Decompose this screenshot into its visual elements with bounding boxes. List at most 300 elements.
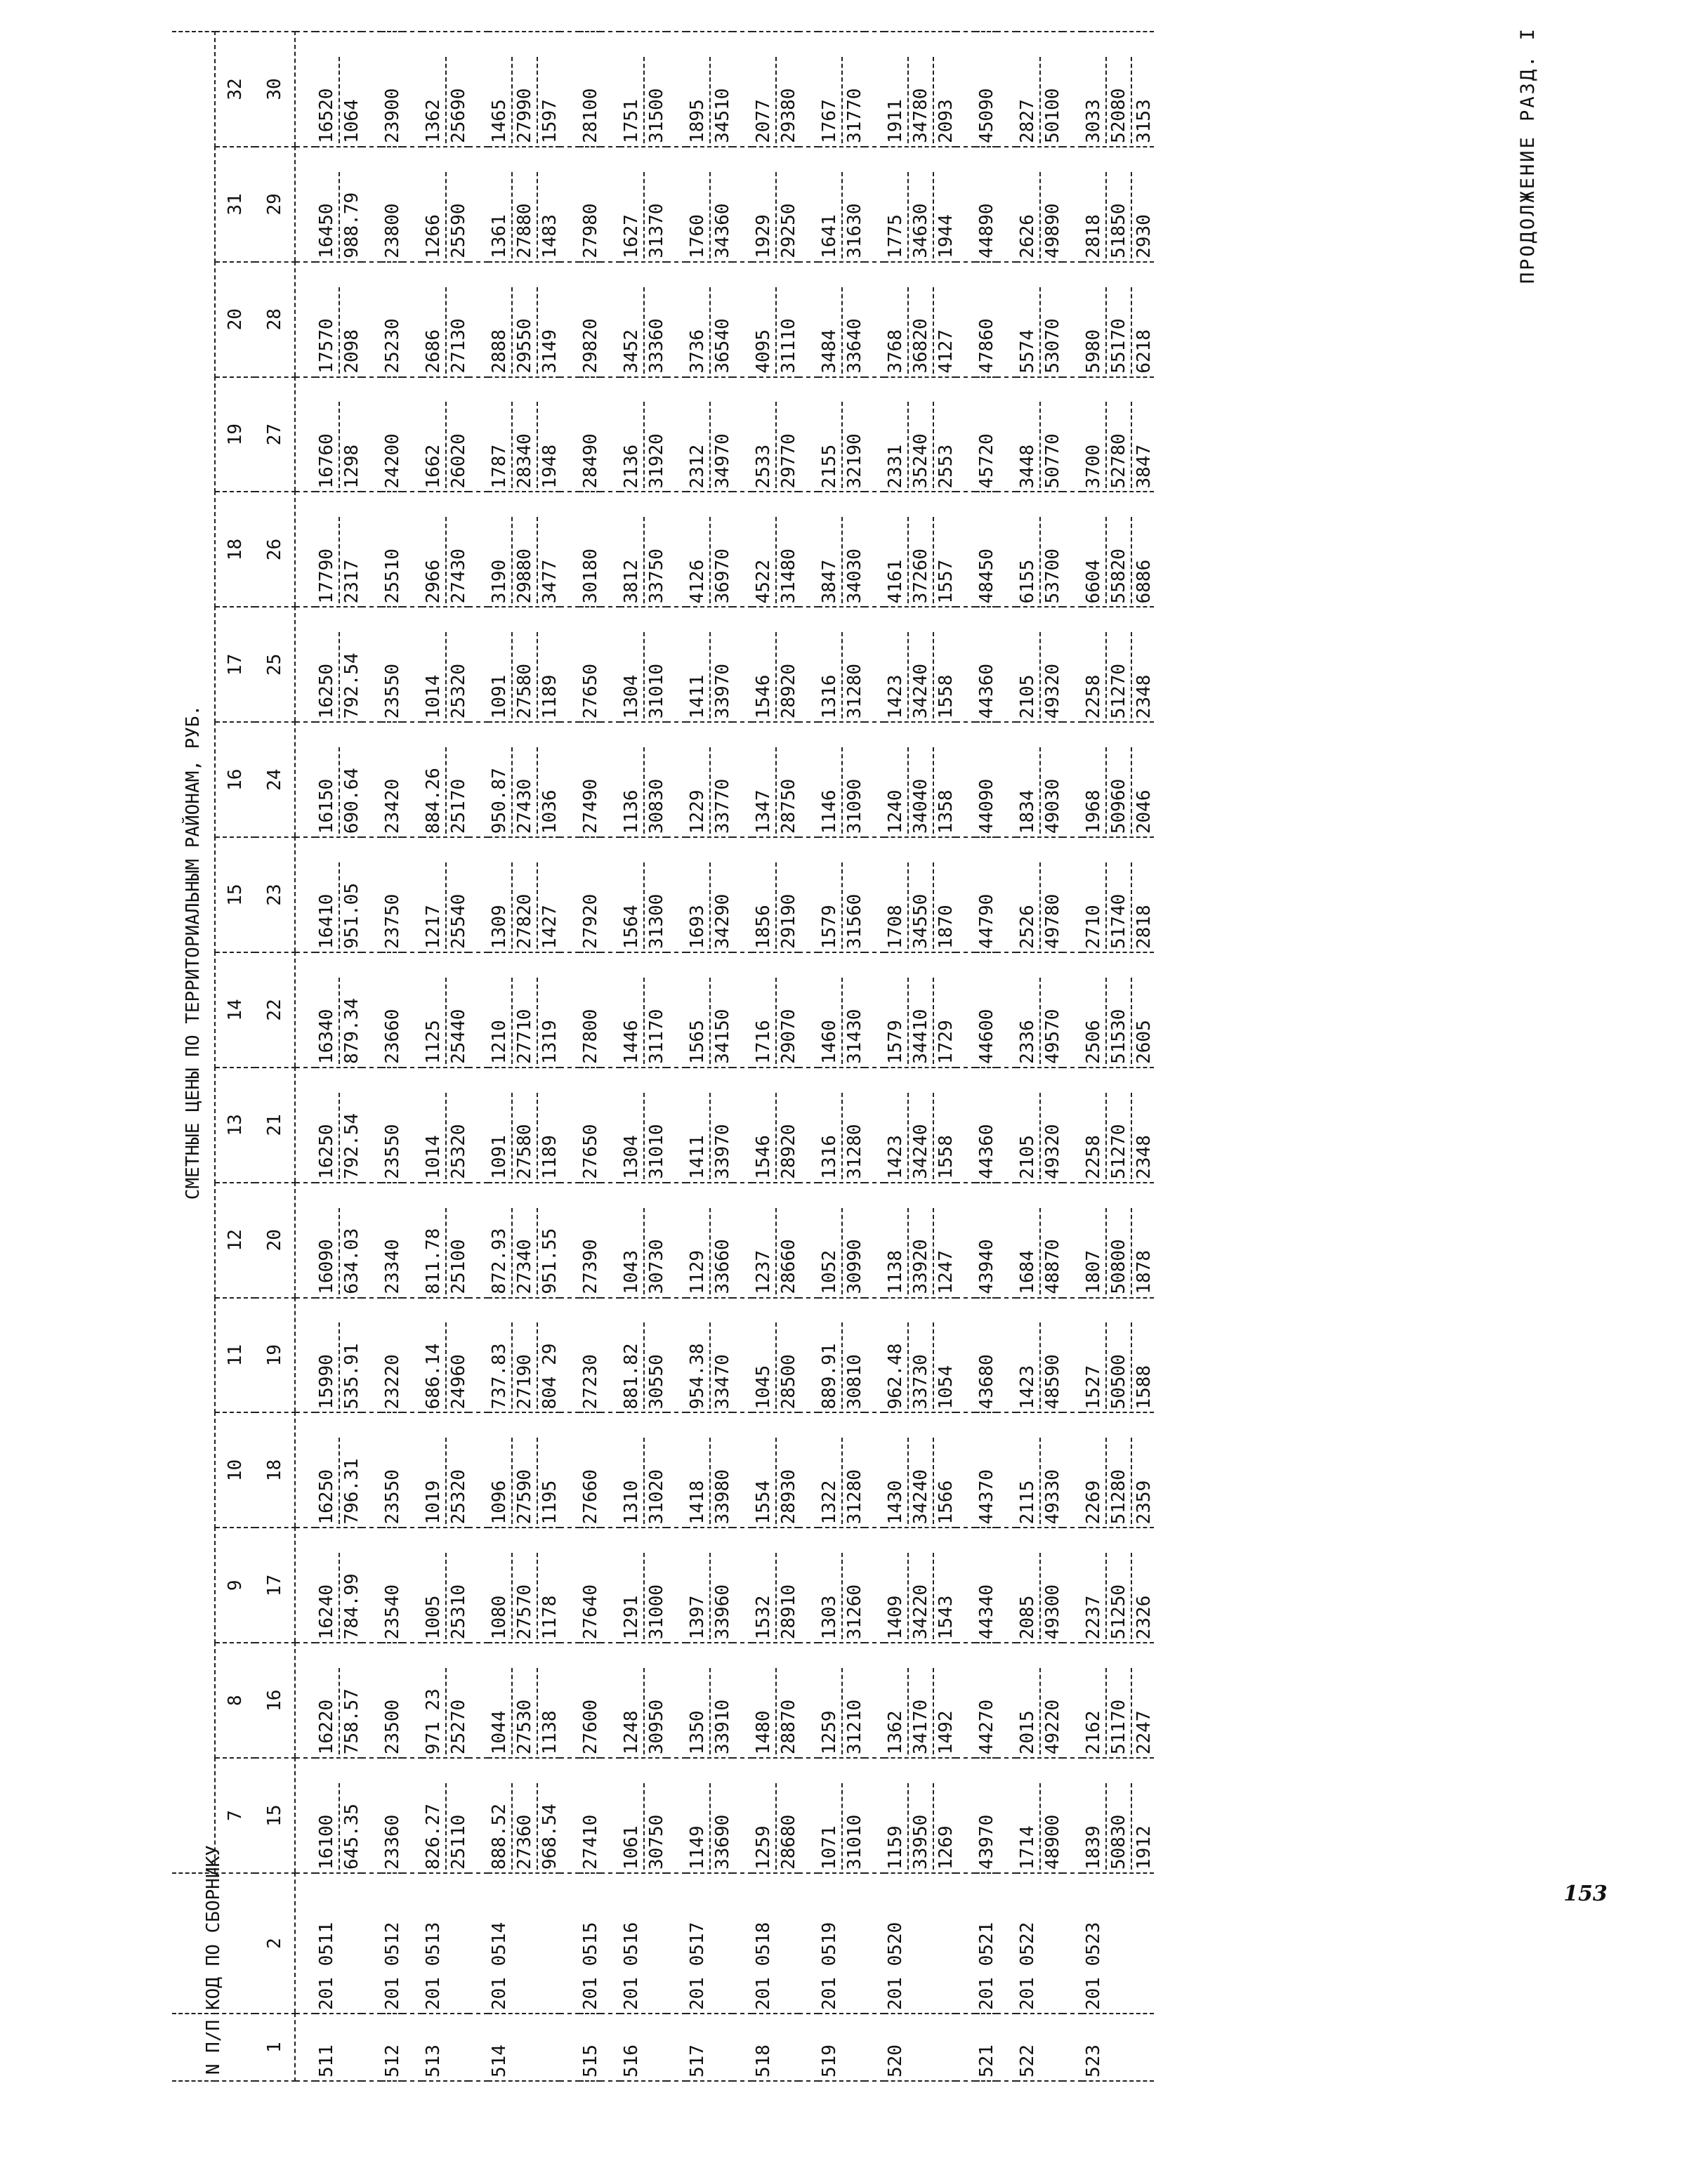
spacer-cell <box>468 1183 488 1298</box>
price-value: 1044 <box>489 1710 510 1755</box>
price-value: 1310 <box>621 1480 642 1525</box>
dashed-separator <box>841 632 843 718</box>
price-value: 3847 <box>819 559 840 604</box>
price-value: 1195 <box>539 1480 560 1525</box>
price-value: 1532 <box>753 1595 774 1640</box>
price-cell <box>1082 607 1154 722</box>
price-value: 1579 <box>819 905 840 949</box>
price-value: 1546 <box>753 1135 774 1179</box>
price-value: 25590 <box>448 203 469 258</box>
district-number-cell: 13 <box>215 1068 255 1183</box>
price-value: 1714 <box>1017 1825 1038 1870</box>
price-cell <box>422 32 468 147</box>
price-value: 3477 <box>539 559 560 604</box>
row-number: 518 <box>752 2014 799 2081</box>
dashed-separator <box>643 1783 645 1870</box>
price-cell <box>818 1298 865 1413</box>
dashed-separator <box>511 978 513 1064</box>
spacer-cell <box>733 32 752 147</box>
price-cell <box>579 952 600 1068</box>
price-cell <box>884 1068 956 1183</box>
price-value: 1912 <box>1134 1825 1155 1870</box>
price-value: 1465 <box>489 99 510 143</box>
price-value: 2827 <box>1017 99 1038 143</box>
price-value: 31300 <box>646 893 667 949</box>
price-value: 27410 <box>580 1814 601 1870</box>
price-cell <box>620 1758 666 1873</box>
price-value: 1895 <box>687 99 708 143</box>
price-value: 1322 <box>819 1480 840 1525</box>
price-value: 27820 <box>514 893 535 949</box>
price-cell <box>1016 722 1063 837</box>
price-cell <box>381 492 402 608</box>
spacer-cell <box>799 607 818 722</box>
spacer-cell <box>362 262 381 377</box>
price-cell <box>620 147 666 262</box>
dashed-separator <box>1131 1553 1132 1639</box>
price-value: 44790 <box>976 893 997 949</box>
spacer-cell <box>468 1758 488 1873</box>
price-value: 25110 <box>448 1814 469 1870</box>
column-number-cell: 23 <box>255 837 295 952</box>
price-value: 23900 <box>382 88 403 143</box>
price-value: 1460 <box>819 1020 840 1064</box>
price-value: 1878 <box>1134 1250 1155 1294</box>
spacer-cell <box>666 1758 686 1873</box>
dashed-separator <box>1039 862 1041 949</box>
price-value: 1693 <box>687 905 708 949</box>
price-value: 27580 <box>514 1124 535 1179</box>
row-code: 201 0516 <box>620 1873 666 2014</box>
price-value: 33950 <box>910 1814 931 1870</box>
price-value: 28500 <box>778 1354 799 1410</box>
table-row <box>752 32 799 2081</box>
spacer-cell <box>799 1873 818 2014</box>
price-cell <box>686 262 733 377</box>
price-value: 28680 <box>778 1814 799 1870</box>
price-value: 16520 <box>316 88 337 143</box>
price-value: 55170 <box>1108 318 1129 374</box>
price-value: 1014 <box>423 1135 444 1179</box>
price-cell <box>488 1183 560 1298</box>
price-value: 1564 <box>621 905 642 949</box>
price-value: 29550 <box>514 318 535 374</box>
dashed-separator <box>1105 1208 1107 1294</box>
column-number-cell: 26 <box>255 492 295 608</box>
dashed-separator <box>445 1438 447 1524</box>
price-cell <box>686 722 733 837</box>
price-cell <box>975 262 997 377</box>
dashed-separator <box>511 1783 513 1870</box>
dashed-separator <box>537 287 538 374</box>
dashed-separator <box>933 1322 934 1409</box>
price-cell <box>884 1758 956 1873</box>
price-value: 1483 <box>539 214 560 258</box>
price-cell <box>752 1298 799 1413</box>
price-value: 1362 <box>885 1710 906 1755</box>
dashed-separator <box>537 57 538 143</box>
spacer-cell <box>468 1298 488 1413</box>
price-value: 31010 <box>844 1814 865 1870</box>
price-value: 1291 <box>621 1595 642 1640</box>
price-cell <box>381 1068 402 1183</box>
spacer-cell <box>362 1413 381 1528</box>
price-value: 23800 <box>382 203 403 258</box>
spacer-cell <box>402 1068 422 1183</box>
price-value: 1350 <box>687 1710 708 1755</box>
spacer-cell <box>468 952 488 1068</box>
price-value: 1716 <box>753 1020 774 1064</box>
row-number: 520 <box>884 2014 956 2081</box>
price-cell <box>1016 1528 1063 1643</box>
price-cell <box>422 1643 468 1758</box>
price-value: 1125 <box>423 1020 444 1064</box>
price-cell <box>818 1758 865 1873</box>
spacer-cell <box>799 1643 818 1758</box>
price-value: 1189 <box>539 674 560 719</box>
price-value: 33960 <box>712 1584 733 1640</box>
price-value: 950.87 <box>489 768 510 834</box>
price-value: 1948 <box>539 444 560 489</box>
dashed-separator <box>933 1553 934 1639</box>
dashed-separator <box>643 1322 645 1409</box>
price-value: 1554 <box>753 1480 774 1525</box>
price-cell <box>620 32 666 147</box>
price-cell <box>315 722 362 837</box>
price-value: 29070 <box>778 1009 799 1064</box>
dashed-separator <box>445 57 447 143</box>
price-value: 34030 <box>844 549 865 604</box>
spacer-cell <box>666 1183 686 1298</box>
price-cell <box>1082 1298 1154 1413</box>
column-number-cell: 22 <box>255 952 295 1068</box>
district-number-cell: 16 <box>215 722 255 837</box>
spacer-cell <box>1063 1413 1082 1528</box>
dashed-separator <box>933 57 934 143</box>
price-cell <box>620 492 666 608</box>
row-spacer <box>295 32 315 2081</box>
price-value: 33640 <box>844 318 865 374</box>
dashed-separator <box>775 747 777 834</box>
spacer-cell <box>956 1298 975 1413</box>
price-value: 1411 <box>687 1135 708 1179</box>
price-cell <box>1016 952 1063 1068</box>
spacer-cell <box>799 32 818 147</box>
price-value: 48590 <box>1042 1354 1063 1410</box>
price-cell <box>315 837 362 952</box>
price-value: 2710 <box>1083 905 1104 949</box>
price-value: 34150 <box>712 1009 733 1064</box>
spacer-cell <box>733 262 752 377</box>
dashed-separator <box>511 1668 513 1754</box>
dashed-separator <box>643 1438 645 1524</box>
dashed-separator <box>1131 57 1132 143</box>
price-cell <box>488 722 560 837</box>
dashed-separator <box>339 1553 340 1639</box>
spacer-cell <box>956 262 975 377</box>
price-cell <box>818 607 865 722</box>
spacer-cell <box>666 722 686 837</box>
dashed-separator <box>445 172 447 258</box>
dashed-separator <box>537 1668 538 1754</box>
price-value: 2686 <box>423 329 444 374</box>
price-cell <box>975 492 997 608</box>
price-value: 23550 <box>382 663 403 719</box>
price-value: 34290 <box>712 893 733 949</box>
spacer-cell <box>362 1528 381 1643</box>
price-cell <box>381 1528 402 1643</box>
dashed-separator <box>1131 632 1132 718</box>
spacer-cell <box>997 1183 1016 1298</box>
price-value: 28910 <box>778 1584 799 1640</box>
spacer-cell <box>600 262 620 377</box>
price-value: 954.38 <box>687 1343 708 1410</box>
spacer-cell <box>997 1758 1016 1873</box>
dashed-separator <box>537 1438 538 1524</box>
dashed-separator <box>933 747 934 834</box>
price-value: 33910 <box>712 1699 733 1755</box>
price-cell <box>620 722 666 837</box>
price-cell <box>488 837 560 952</box>
price-value: 2930 <box>1134 214 1155 258</box>
dashed-separator <box>1039 1093 1041 1179</box>
price-value: 811.78 <box>423 1228 444 1294</box>
price-value: 23660 <box>382 1009 403 1064</box>
spacer-cell <box>997 2014 1016 2081</box>
price-cell <box>975 1183 997 1298</box>
price-cell <box>315 1298 362 1413</box>
price-value: 6886 <box>1134 559 1155 604</box>
price-value: 16090 <box>316 1239 337 1294</box>
spacer-cell <box>402 492 422 608</box>
dashed-separator <box>933 287 934 374</box>
spacer-cell <box>865 1183 884 1298</box>
spacer-cell <box>799 1528 818 1643</box>
dashed-separator <box>841 978 843 1064</box>
price-value: 31500 <box>646 88 667 143</box>
spacer-cell <box>600 1413 620 1528</box>
price-cell <box>818 32 865 147</box>
dashed-separator <box>537 747 538 834</box>
price-cell <box>752 492 799 608</box>
price-value: 35240 <box>910 433 931 489</box>
price-value: 25270 <box>448 1699 469 1755</box>
price-cell <box>975 1298 997 1413</box>
column-number-cell: 27 <box>255 377 295 492</box>
spacer-cell <box>295 952 315 1068</box>
district-number-cell: 18 <box>215 492 255 608</box>
price-value: 25320 <box>448 663 469 719</box>
price-value: 51280 <box>1108 1469 1129 1525</box>
price-value: 33690 <box>712 1814 733 1870</box>
price-cell <box>381 607 402 722</box>
price-value: 27430 <box>514 778 535 834</box>
dashed-separator <box>1131 172 1132 258</box>
price-value: 23500 <box>382 1699 403 1755</box>
spacer-cell <box>865 607 884 722</box>
price-value: 1319 <box>539 1020 560 1064</box>
price-value: 50770 <box>1042 433 1063 489</box>
price-cell <box>381 837 402 952</box>
price-value: 1217 <box>423 905 444 949</box>
price-value: 796.31 <box>341 1458 362 1525</box>
dashed-separator <box>709 1093 711 1179</box>
price-cell <box>579 262 600 377</box>
price-value: 1870 <box>935 905 957 949</box>
row-number: 521 <box>975 2014 997 2081</box>
dashed-separator <box>1131 1438 1132 1524</box>
spacer-cell <box>468 722 488 837</box>
price-value: 37260 <box>910 549 931 604</box>
price-value: 1259 <box>819 1710 840 1755</box>
spacer-cell <box>799 147 818 262</box>
spacer-cell <box>956 1873 975 2014</box>
price-cell <box>579 722 600 837</box>
price-value: 31010 <box>646 1124 667 1179</box>
price-value: 3190 <box>489 559 510 604</box>
price-cell <box>488 377 560 492</box>
price-value: 5574 <box>1017 329 1038 374</box>
spacer-cell <box>733 377 752 492</box>
spacer-cell <box>295 147 315 262</box>
price-value: 25540 <box>448 893 469 949</box>
spacer-cell <box>600 722 620 837</box>
dashed-separator <box>907 1438 909 1524</box>
price-value: 1558 <box>935 674 957 719</box>
spacer-cell <box>666 492 686 608</box>
price-value: 3736 <box>687 329 708 374</box>
price-value: 17790 <box>316 549 337 604</box>
price-table <box>172 31 1154 2082</box>
price-cell <box>818 1413 865 1528</box>
price-value: 16250 <box>316 1469 337 1525</box>
price-value: 1423 <box>1017 1365 1038 1410</box>
price-value: 3768 <box>885 329 906 374</box>
price-cell <box>381 377 402 492</box>
spacer-cell <box>733 607 752 722</box>
price-value: 1240 <box>885 789 906 834</box>
district-number-cell: 8 <box>215 1643 255 1758</box>
row-code: 201 0518 <box>752 1873 799 2014</box>
price-value: 28490 <box>580 433 601 489</box>
spacer-cell <box>799 1068 818 1183</box>
price-cell <box>579 1183 600 1298</box>
dashed-separator <box>1039 1208 1041 1294</box>
price-value: 2247 <box>1134 1710 1155 1755</box>
price-value: 27800 <box>580 1009 601 1064</box>
spacer-cell <box>560 492 579 608</box>
district-number-cell: 20 <box>215 262 255 377</box>
price-cell <box>975 722 997 837</box>
dashed-separator <box>907 747 909 834</box>
row-spacer <box>666 32 686 2081</box>
price-cell <box>752 722 799 837</box>
price-value: 2155 <box>819 444 840 489</box>
price-cell <box>752 607 799 722</box>
dashed-separator <box>1105 862 1107 949</box>
dashed-separator <box>339 1322 340 1409</box>
dashed-separator <box>841 517 843 603</box>
dashed-separator <box>907 1783 909 1870</box>
price-cell <box>579 1758 600 1873</box>
price-value: 44270 <box>976 1699 997 1755</box>
price-value: 53700 <box>1042 549 1063 604</box>
spacer-cell <box>997 1298 1016 1413</box>
price-cell <box>752 1643 799 1758</box>
dashed-separator <box>1039 1668 1041 1754</box>
column-number-cell: 21 <box>255 1068 295 1183</box>
spacer-cell <box>295 1643 315 1758</box>
spacer-cell <box>865 32 884 147</box>
price-value: 2093 <box>935 99 957 143</box>
price-cell <box>422 1068 468 1183</box>
price-value: 872.93 <box>489 1228 510 1294</box>
dashed-separator <box>775 1553 777 1639</box>
price-cell <box>1016 1183 1063 1298</box>
price-cell <box>381 1183 402 1298</box>
column-number-cell: 30 <box>255 32 295 147</box>
price-value: 1558 <box>935 1135 957 1179</box>
dashed-separator <box>537 862 538 949</box>
price-value: 28930 <box>778 1469 799 1525</box>
price-value: 1362 <box>423 99 444 143</box>
spacer-cell <box>956 837 975 952</box>
dashed-separator <box>537 1208 538 1294</box>
spacer-cell <box>402 1183 422 1298</box>
dashed-separator <box>709 1783 711 1870</box>
spacer-cell <box>600 607 620 722</box>
dashed-separator <box>933 1783 934 1870</box>
spacer-cell <box>956 952 975 1068</box>
column-number-cell: 28 <box>255 262 295 377</box>
spacer-cell <box>666 2014 686 2081</box>
price-cell <box>818 722 865 837</box>
price-value: 4095 <box>753 329 774 374</box>
price-value: 47860 <box>976 318 997 374</box>
dashed-separator <box>537 402 538 488</box>
price-value: 3448 <box>1017 444 1038 489</box>
row-spacer <box>733 32 752 2081</box>
price-value: 30550 <box>646 1354 667 1410</box>
dashed-separator <box>511 402 513 488</box>
dashed-separator <box>643 287 645 374</box>
price-value: 2115 <box>1017 1480 1038 1525</box>
price-value: 34550 <box>910 893 931 949</box>
dashed-separator <box>643 517 645 603</box>
dashed-separator <box>511 1208 513 1294</box>
dashed-separator <box>709 978 711 1064</box>
column-number-row <box>255 32 295 2081</box>
price-value: 951.05 <box>341 883 362 949</box>
spacer-cell <box>402 1298 422 1413</box>
price-cell <box>1082 837 1154 952</box>
spacer-cell <box>402 147 422 262</box>
price-value: 2258 <box>1083 1135 1104 1179</box>
dashed-separator <box>775 862 777 949</box>
dashed-separator <box>841 1783 843 1870</box>
row-spacer <box>362 32 381 2081</box>
price-value: 2966 <box>423 559 444 604</box>
dashed-separator <box>445 1208 447 1294</box>
spacer-cell <box>733 1298 752 1413</box>
price-value: 27640 <box>580 1584 601 1640</box>
row-spacer <box>997 32 1016 2081</box>
spacer-cell <box>402 1758 422 1873</box>
price-cell <box>620 1183 666 1298</box>
price-value: 27580 <box>514 663 535 719</box>
price-value: 1557 <box>935 559 957 604</box>
price-cell <box>884 607 956 722</box>
